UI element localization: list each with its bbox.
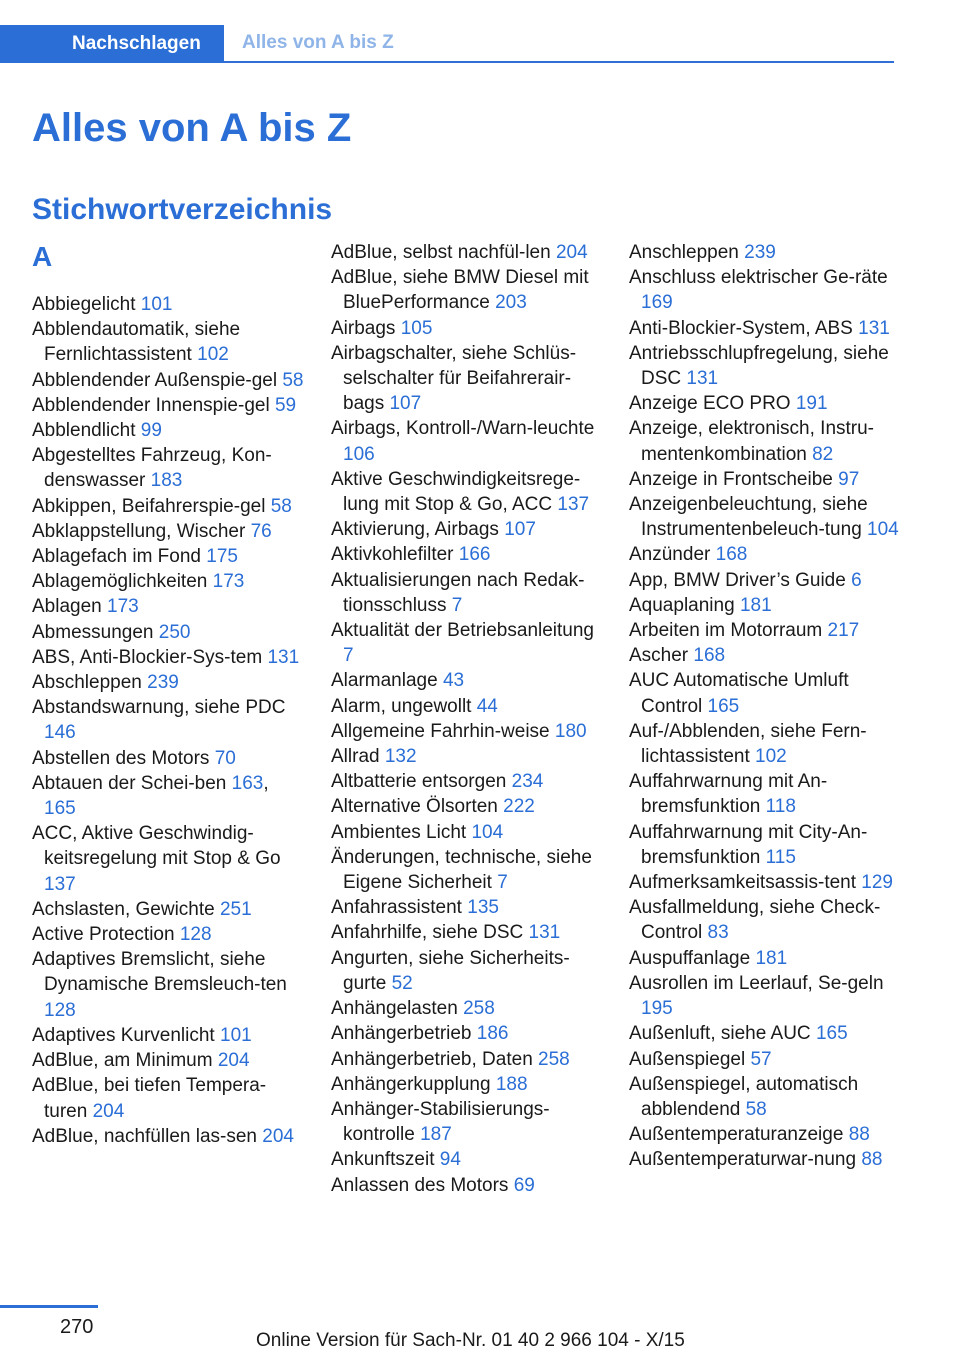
index-entry xyxy=(32,922,304,947)
index-entry xyxy=(32,418,304,443)
page-link[interactable]: 239 xyxy=(744,242,776,263)
page-link[interactable]: 195 xyxy=(641,998,673,1020)
index-entry xyxy=(331,341,603,417)
index-term: Altbatterie entsorgen xyxy=(331,771,512,793)
index-entry xyxy=(32,1023,304,1048)
index-term: Anhängerkupplung xyxy=(331,1073,496,1095)
index-entry xyxy=(32,544,304,569)
page-link[interactable]: 107 xyxy=(504,519,536,541)
page-link[interactable]: 104 xyxy=(867,519,899,541)
index-term: Aktivierung, Airbags xyxy=(331,519,505,541)
page-link[interactable]: 7 xyxy=(497,872,508,894)
index-entry xyxy=(32,1124,304,1149)
page-link[interactable]: 131 xyxy=(858,317,890,339)
page-link[interactable]: 135 xyxy=(467,897,499,919)
index-term: Alarm, ungewollt xyxy=(331,695,477,717)
index-entry xyxy=(629,618,901,643)
page-link[interactable]: 57 xyxy=(750,1048,772,1070)
index-entry xyxy=(331,719,603,744)
page-link[interactable]: 118 xyxy=(765,796,796,818)
page-link[interactable]: 43 xyxy=(442,670,465,692)
index-term: Arbeiten im Motorraum xyxy=(629,620,828,642)
index-entry xyxy=(629,870,901,895)
index-term: Außenspiegel xyxy=(629,1048,751,1070)
index-entry xyxy=(32,1048,304,1073)
index-term: AdBlue, selbst nachfül-len xyxy=(331,242,556,263)
index-entry xyxy=(32,494,304,519)
index-term: Allgemeine Fahrhin-weise xyxy=(331,720,555,742)
index-term: Anhängerbetrieb, Daten xyxy=(331,1048,539,1070)
index-entry xyxy=(331,820,603,845)
index-entry xyxy=(629,265,901,315)
index-entry xyxy=(629,1021,901,1046)
page-link[interactable]: 7 xyxy=(343,645,354,667)
index-entry xyxy=(331,794,603,819)
page-link[interactable]: 186 xyxy=(476,1023,509,1045)
index-term: ABS, Anti-Blockier-Sys-tem xyxy=(32,646,268,668)
index-term: Anhängerbetrieb xyxy=(331,1023,477,1045)
index-entry xyxy=(32,695,304,745)
page-link[interactable]: 131 xyxy=(267,646,300,668)
page-link[interactable]: 181 xyxy=(755,947,788,969)
index-term: Außenluft, siehe AUC xyxy=(629,1023,816,1045)
index-term: Abtauen der Schei-ben xyxy=(32,772,232,794)
index-entry xyxy=(629,769,901,819)
index-term: Anzeige ECO PRO xyxy=(629,393,796,415)
page-link[interactable]: 132 xyxy=(384,746,417,768)
index-term: Anhänger-Stabilisierungs-kontrolle xyxy=(331,1098,550,1146)
index-term: Ablagemöglichkeiten xyxy=(32,571,213,593)
page-link[interactable]: 69 xyxy=(513,1174,535,1196)
page-link[interactable]: 101 xyxy=(220,1024,252,1046)
page-link[interactable]: 146 xyxy=(44,722,76,744)
index-entry xyxy=(331,568,603,618)
index-term: Adaptives Kurvenlicht xyxy=(32,1024,220,1046)
page-link[interactable]: 180 xyxy=(554,720,587,742)
page-link[interactable]: 7 xyxy=(451,594,463,616)
index-term: App, BMW Driver’s Guide xyxy=(629,569,852,591)
page-link[interactable]: 169 xyxy=(641,292,673,314)
index-term: Abstandswarnung, siehe PDC xyxy=(32,697,286,719)
index-entry xyxy=(32,317,304,367)
index-term: Ascher xyxy=(629,645,694,667)
index-term: Anzeigenbeleuchtung, siehe Instrumentenbeleuch-tung xyxy=(629,494,868,541)
index-term: Active Protection xyxy=(32,924,180,946)
index-entry xyxy=(32,443,304,493)
page-link[interactable]: 258 xyxy=(463,998,495,1020)
index-entry xyxy=(331,1072,603,1097)
index-entry xyxy=(32,821,304,897)
index-entry xyxy=(331,996,603,1021)
header-divider xyxy=(224,61,894,63)
index-entry xyxy=(32,1073,304,1123)
page-link[interactable]: 83 xyxy=(707,922,729,944)
index-entry xyxy=(331,744,603,769)
page-link[interactable]: 239 xyxy=(147,672,179,694)
index-entry xyxy=(331,668,603,693)
index-term: Aktivkohlefilter xyxy=(331,544,459,566)
index-term: Allrad xyxy=(331,746,385,768)
page-link[interactable]: 88 xyxy=(848,1124,870,1146)
page-link[interactable]: 175 xyxy=(206,546,238,568)
page-link[interactable]: 258 xyxy=(538,1048,570,1070)
index-term: Außentemperaturwar-nung xyxy=(629,1149,862,1171)
page-link[interactable]: 102 xyxy=(755,746,787,768)
index-term: AdBlue, siehe BMW Diesel mit BluePerformance xyxy=(331,267,589,314)
index-entry xyxy=(629,895,901,945)
page-link[interactable]: 94 xyxy=(439,1149,461,1171)
page-link[interactable]: 97 xyxy=(838,468,860,490)
index-entry xyxy=(331,920,603,945)
index-entry xyxy=(331,1147,603,1172)
index-entry xyxy=(629,568,901,593)
index-entry xyxy=(331,895,603,920)
page-link[interactable]: 187 xyxy=(420,1124,452,1146)
section-title: Stichwortverzeichnis xyxy=(32,193,333,226)
index-term: Ankunftszeit xyxy=(331,1149,440,1171)
index-term: AdBlue, bei tiefen Tempera-turen xyxy=(32,1075,267,1122)
page-link[interactable]: 183 xyxy=(150,470,183,492)
index-term: Änderungen, technische, siehe Eigene Sicherheit xyxy=(331,846,592,894)
index-entry xyxy=(629,946,901,971)
index-term: Aquaplaning xyxy=(629,594,740,616)
index-term: Anschleppen xyxy=(629,242,745,263)
index-entry xyxy=(331,316,603,341)
page-link[interactable]: 129 xyxy=(861,872,893,894)
page-link[interactable]: 173 xyxy=(212,571,245,593)
page-link[interactable]: 173 xyxy=(107,596,139,618)
page-link[interactable]: 102 xyxy=(197,344,229,366)
index-entry xyxy=(629,971,901,1021)
index-term: Abgestelltes Fahrzeug, Kon-denswasser xyxy=(32,445,272,492)
tab-alles-von-a-bis-z[interactable]: Alles von A bis Z xyxy=(242,32,394,53)
index-term: AUC Automatische Umluft Control xyxy=(629,670,849,717)
footer-divider xyxy=(0,1305,98,1308)
index-term: Auffahrwarnung mit An-bremsfunktion xyxy=(629,771,828,818)
index-entry xyxy=(331,1097,603,1147)
page-link[interactable]: 88 xyxy=(861,1149,883,1171)
index-column-3 xyxy=(629,240,901,1173)
index-entry xyxy=(32,519,304,544)
index-term: Airbagschalter, siehe Schlüs-selschalter für Beifahrerair-bags xyxy=(331,342,577,415)
page-link[interactable]: 204 xyxy=(555,242,588,263)
footer-note: Online Version für Sach-Nr. 01 40 2 966 104 - X/15 xyxy=(256,1330,685,1351)
index-entry xyxy=(629,341,901,391)
page-link[interactable]: 163 xyxy=(231,772,264,794)
index-term: Anzünder xyxy=(629,544,716,566)
index-entry xyxy=(331,618,603,668)
index-entries xyxy=(32,292,304,1149)
index-entry xyxy=(32,746,304,771)
page-link[interactable]: 165 xyxy=(44,798,76,820)
page-link[interactable]: 70 xyxy=(214,747,236,769)
page-link[interactable]: 82 xyxy=(812,443,834,465)
page-link[interactable]: 181 xyxy=(739,594,772,616)
index-term: Abblendender Innenspie-gel xyxy=(32,394,275,416)
index-term: Anti-Blockier-System, ABS xyxy=(629,317,859,339)
page-number: 270 xyxy=(60,1316,94,1338)
page-link[interactable]: 52 xyxy=(391,972,413,994)
index-entry xyxy=(32,594,304,619)
index-entry xyxy=(331,517,603,542)
index-term: Ausfallmeldung, siehe Check-Control xyxy=(629,897,881,944)
index-term: AdBlue, am Minimum xyxy=(32,1050,218,1072)
index-term: Anzeige in Frontscheibe xyxy=(629,468,839,490)
index-term: Anschluss elektrischer Ge-räte xyxy=(629,267,888,289)
page-title: Alles von A bis Z xyxy=(32,106,352,150)
index-entry xyxy=(32,393,304,418)
index-entry xyxy=(629,1122,901,1147)
page-link[interactable]: 188 xyxy=(495,1073,528,1095)
index-entry xyxy=(629,467,901,492)
page-link[interactable]: 58 xyxy=(282,369,304,391)
index-term: Airbags, Kontroll-/Warn-leuchte xyxy=(331,418,595,440)
index-entry xyxy=(629,668,901,718)
index-entry xyxy=(629,492,901,542)
index-entries xyxy=(629,240,901,1173)
index-entry xyxy=(32,620,304,645)
index-term: Außentemperaturanzeige xyxy=(629,1124,849,1146)
index-entry xyxy=(629,593,901,618)
index-entry xyxy=(629,643,901,668)
index-entry xyxy=(32,947,304,1023)
index-term: Aktualisierungen nach Redak-tionsschluss xyxy=(331,569,585,616)
index-entry xyxy=(32,645,304,670)
tab-nachschlagen[interactable]: Nachschlagen xyxy=(0,25,224,63)
page-link[interactable]: 101 xyxy=(140,294,173,315)
page-link[interactable]: 106 xyxy=(343,443,375,465)
page-link[interactable]: 165 xyxy=(815,1023,848,1045)
index-term: Achslasten, Gewichte xyxy=(32,898,220,920)
index-entry xyxy=(331,240,603,265)
index-entry xyxy=(32,569,304,594)
index-term: Auf-/Abblenden, siehe Fern-lichtassistent xyxy=(629,720,867,768)
page-link[interactable]: 107 xyxy=(389,393,422,415)
index-entry xyxy=(32,292,304,317)
page-link[interactable]: 204 xyxy=(262,1125,294,1147)
index-term: Außenspiegel, automatisch abblendend xyxy=(629,1073,859,1120)
index-entry xyxy=(331,845,603,895)
page-link[interactable]: 251 xyxy=(219,898,252,920)
page-link[interactable]: 217 xyxy=(827,620,860,642)
index-entry xyxy=(629,1072,901,1122)
page-link[interactable]: 168 xyxy=(693,645,726,667)
page-link[interactable]: 234 xyxy=(511,771,544,793)
index-entry xyxy=(629,391,901,416)
index-term: Abstellen des Motors xyxy=(32,747,215,769)
index-term: Abklappstellung, Wischer xyxy=(32,520,251,542)
index-entry xyxy=(32,897,304,922)
index-entry xyxy=(32,670,304,695)
page-link[interactable]: 165 xyxy=(707,695,740,717)
index-term: Auffahrwarnung mit City-An-bremsfunktion xyxy=(629,821,868,868)
index-entry xyxy=(32,368,304,393)
page-link[interactable]: 250 xyxy=(158,621,191,643)
index-term: ACC, Aktive Geschwindig-keitsregelung mit Stop & Go xyxy=(32,823,281,870)
index-entry xyxy=(331,467,603,517)
index-entry xyxy=(331,694,603,719)
page-link[interactable]: 131 xyxy=(686,368,719,390)
index-term: Ausrollen im Leerlauf, Se-geln xyxy=(629,972,884,994)
index-term: Aktualität der Betriebsanleitung xyxy=(331,620,594,642)
index-term: Anfahrhilfe, siehe DSC xyxy=(331,922,529,944)
page-link[interactable]: 104 xyxy=(471,821,504,843)
index-entry xyxy=(629,416,901,466)
index-term: Abmessungen xyxy=(32,621,159,643)
index-entry xyxy=(629,1147,901,1172)
index-term: Abkippen, Beifahrerspie-gel xyxy=(32,495,271,517)
index-letter: A xyxy=(32,241,53,272)
page-link[interactable]: 191 xyxy=(795,393,828,415)
index-term: Antriebsschlupfregelung, siehe DSC xyxy=(629,342,889,390)
page-link[interactable]: 131 xyxy=(528,922,561,944)
index-term: Auspuffanlage xyxy=(629,947,756,969)
page-link[interactable]: 137 xyxy=(557,494,590,516)
index-entry xyxy=(331,1021,603,1046)
page-header xyxy=(0,25,960,65)
index-entry xyxy=(331,1173,603,1198)
index-term: Adaptives Bremslicht, siehe Dynamische Bremsleuch-ten xyxy=(32,949,287,996)
index-entry xyxy=(629,542,901,567)
page-link[interactable]: 58 xyxy=(270,495,292,517)
index-term: Anlassen des Motors xyxy=(331,1174,514,1196)
index-entry xyxy=(331,1047,603,1072)
page-link[interactable]: 105 xyxy=(400,317,433,339)
index-column-1 xyxy=(32,240,304,1149)
index-term: Aufmerksamkeitsassis-tent xyxy=(629,872,862,894)
index-term: Abschleppen xyxy=(32,672,148,694)
index-entries xyxy=(331,240,603,1198)
page-link[interactable]: 168 xyxy=(715,544,748,566)
index-term: Anfahrassistent xyxy=(331,897,468,919)
index-term: Alarmanlage xyxy=(331,670,443,692)
page-link[interactable]: 58 xyxy=(745,1098,767,1120)
index-entry xyxy=(331,769,603,794)
page-link[interactable]: 128 xyxy=(44,999,76,1021)
index-term: Alternative Ölsorten xyxy=(331,796,504,818)
index-term: Ablagen xyxy=(32,596,108,618)
index-entry xyxy=(629,1047,901,1072)
index-term: Abblendlicht xyxy=(32,420,141,442)
index-term: Abblendender Außenspie-gel xyxy=(32,369,283,391)
index-term: Ablagefach im Fond xyxy=(32,546,207,568)
page-link[interactable]: 166 xyxy=(458,544,491,566)
index-entry xyxy=(331,265,603,315)
index-term: Ambientes Licht xyxy=(331,821,472,843)
index-entry xyxy=(331,416,603,466)
page-link[interactable]: 203 xyxy=(495,292,527,314)
page-link[interactable]: 115 xyxy=(765,846,796,868)
page-link[interactable]: 99 xyxy=(140,420,162,442)
index-entry xyxy=(629,240,901,265)
page-link[interactable]: 44 xyxy=(476,695,498,717)
index-term: Anzeige, elektronisch, Instru-mentenkombination xyxy=(629,418,875,465)
page-link[interactable]: 222 xyxy=(503,796,535,818)
page-link[interactable]: 128 xyxy=(179,924,212,946)
index-entry xyxy=(629,316,901,341)
page-link[interactable]: 59 xyxy=(274,394,297,416)
page-link[interactable]: 204 xyxy=(92,1100,125,1122)
index-term: Airbags xyxy=(331,317,401,339)
index-term: Abbiegelicht xyxy=(32,294,141,315)
page-link[interactable]: 76 xyxy=(250,520,272,542)
page-link[interactable]: 137 xyxy=(44,873,76,895)
page-link[interactable]: 204 xyxy=(217,1050,250,1072)
index-term: Aktive Geschwindigkeitsrege-lung mit Stop & Go, ACC xyxy=(331,468,581,516)
index-column-2 xyxy=(331,240,603,1198)
index-entry xyxy=(629,820,901,870)
index-entry: Abtauen der Schei-ben 163, 165 xyxy=(32,772,269,820)
index-term: Angurten, siehe Sicherheits-gurte xyxy=(331,947,570,994)
index-term: AdBlue, nachfüllen las-sen xyxy=(32,1125,263,1147)
index-term: Abblendautomatik, siehe Fernlichtassistent xyxy=(32,319,241,366)
page-link[interactable]: 6 xyxy=(851,569,862,591)
index-entry xyxy=(331,542,603,567)
index-entry xyxy=(331,946,603,996)
index-term: Anhängelasten xyxy=(331,998,464,1020)
index-entry xyxy=(629,719,901,769)
